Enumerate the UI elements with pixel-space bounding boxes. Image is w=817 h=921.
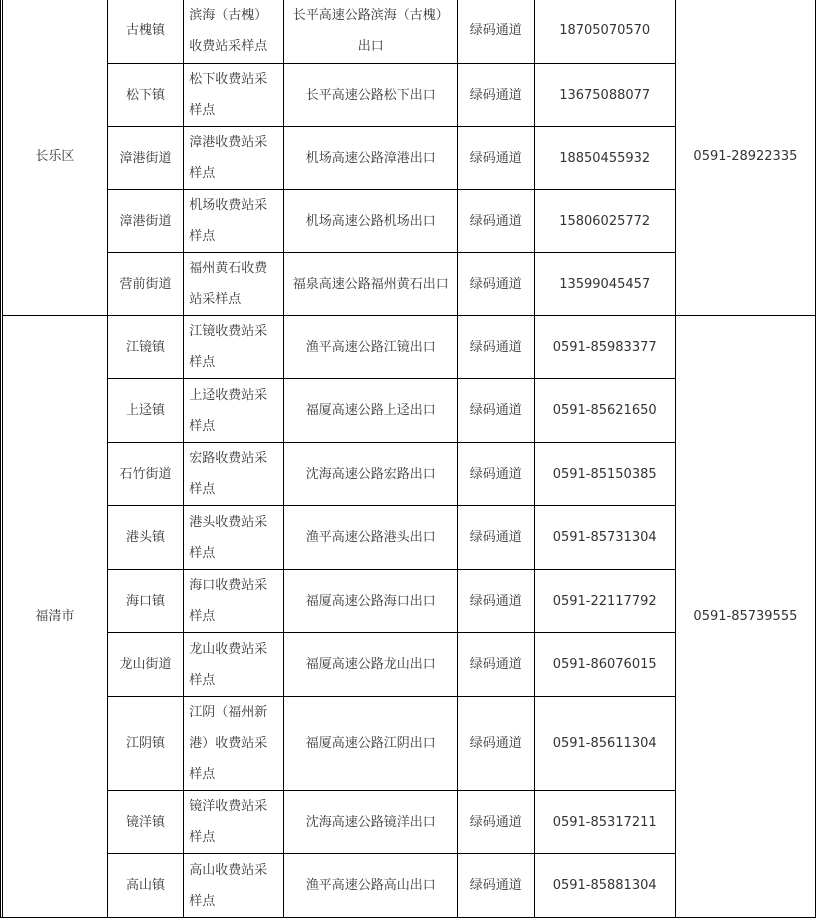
- contact-phone-cell: 0591-85881304: [534, 854, 675, 918]
- channel-cell: 绿码通道: [458, 443, 535, 506]
- channel-cell: 绿码通道: [458, 316, 535, 379]
- hotline-cell: 0591-28922335: [675, 0, 815, 316]
- contact-phone-cell: 0591-85621650: [534, 379, 675, 443]
- location-cell: 长平高速公路松下出口: [284, 64, 458, 127]
- table-body: [1, 0, 816, 918]
- channel-cell: 绿码通道: [458, 253, 535, 316]
- town-cell: 港头镇: [107, 506, 184, 570]
- location-cell: 渔平高速公路江镜出口: [284, 316, 458, 379]
- channel-cell: 绿码通道: [458, 0, 535, 64]
- location-cell: 沈海高速公路镜洋出口: [284, 791, 458, 854]
- town-cell: 松下镇: [107, 64, 184, 127]
- contact-phone-cell: 0591-85983377: [534, 316, 675, 379]
- town-cell: 石竹街道: [107, 443, 184, 506]
- channel-cell: 绿码通道: [458, 791, 535, 854]
- channel-cell: 绿码通道: [458, 64, 535, 127]
- location-cell: 机场高速公路机场出口: [284, 190, 458, 253]
- location-cell: 福厦高速公路上迳出口: [284, 379, 458, 443]
- town-cell: 江阴镇: [107, 697, 184, 791]
- location-cell: 渔平高速公路高山出口: [284, 854, 458, 918]
- sampling-site-cell: 漳港收费站采样点: [184, 127, 284, 190]
- contact-phone-cell: 0591-85731304: [534, 506, 675, 570]
- location-cell: 福厦高速公路海口出口: [284, 570, 458, 633]
- location-cell: 福厦高速公路江阴出口: [284, 697, 458, 791]
- location-cell: 福泉高速公路福州黄石出口: [284, 253, 458, 316]
- contact-phone-cell: 13599045457: [534, 253, 675, 316]
- town-cell: 营前街道: [107, 253, 184, 316]
- town-cell: 漳港街道: [107, 127, 184, 190]
- contact-phone-cell: 18850455932: [534, 127, 675, 190]
- table-row: [1, 316, 816, 379]
- sampling-site-cell: 海口收费站采样点: [184, 570, 284, 633]
- channel-cell: 绿码通道: [458, 570, 535, 633]
- channel-cell: 绿码通道: [458, 854, 535, 918]
- district-cell: 福清市: [3, 316, 108, 918]
- town-cell: 高山镇: [107, 854, 184, 918]
- contact-phone-cell: 0591-86076015: [534, 633, 675, 697]
- channel-cell: 绿码通道: [458, 506, 535, 570]
- sampling-site-cell: 松下收费站采样点: [184, 64, 284, 127]
- location-cell: 长平高速公路滨海（古槐）出口: [284, 0, 458, 64]
- sampling-site-cell: 滨海（古槐）收费站采样点: [184, 0, 284, 64]
- channel-cell: 绿码通道: [458, 697, 535, 791]
- sampling-site-cell: 上迳收费站采样点: [184, 379, 284, 443]
- sampling-site-cell: 港头收费站采样点: [184, 506, 284, 570]
- sampling-site-cell: 龙山收费站采样点: [184, 633, 284, 697]
- contact-phone-cell: 0591-85150385: [534, 443, 675, 506]
- contact-phone-cell: 0591-85611304: [534, 697, 675, 791]
- location-cell: 渔平高速公路港头出口: [284, 506, 458, 570]
- hotline-cell: 0591-85739555: [675, 316, 815, 918]
- location-cell: 机场高速公路漳港出口: [284, 127, 458, 190]
- town-cell: 上迳镇: [107, 379, 184, 443]
- channel-cell: 绿码通道: [458, 379, 535, 443]
- town-cell: 古槐镇: [107, 0, 184, 64]
- town-cell: 龙山街道: [107, 633, 184, 697]
- contact-phone-cell: 0591-85317211: [534, 791, 675, 854]
- location-cell: 沈海高速公路宏路出口: [284, 443, 458, 506]
- sampling-site-cell: 江镜收费站采样点: [184, 316, 284, 379]
- sampling-site-cell: 江阴（福州新港）收费站采样点: [184, 697, 284, 791]
- sampling-site-cell: 机场收费站采样点: [184, 190, 284, 253]
- location-cell: 福厦高速公路龙山出口: [284, 633, 458, 697]
- contact-phone-cell: 15806025772: [534, 190, 675, 253]
- sampling-site-cell: 福州黄石收费站采样点: [184, 253, 284, 316]
- contact-phone-cell: 13675088077: [534, 64, 675, 127]
- town-cell: 江镜镇: [107, 316, 184, 379]
- contact-phone-cell: 0591-22117792: [534, 570, 675, 633]
- sampling-site-cell: 镜洋收费站采样点: [184, 791, 284, 854]
- town-cell: 海口镇: [107, 570, 184, 633]
- contact-phone-cell: 18705070570: [534, 0, 675, 64]
- channel-cell: 绿码通道: [458, 633, 535, 697]
- district-cell: 长乐区: [3, 0, 108, 316]
- town-cell: 漳港街道: [107, 190, 184, 253]
- channel-cell: 绿码通道: [458, 127, 535, 190]
- town-cell: 镜洋镇: [107, 791, 184, 854]
- table-row: [1, 0, 816, 64]
- channel-cell: 绿码通道: [458, 190, 535, 253]
- sampling-site-cell: 高山收费站采样点: [184, 854, 284, 918]
- sampling-site-cell: 宏路收费站采样点: [184, 443, 284, 506]
